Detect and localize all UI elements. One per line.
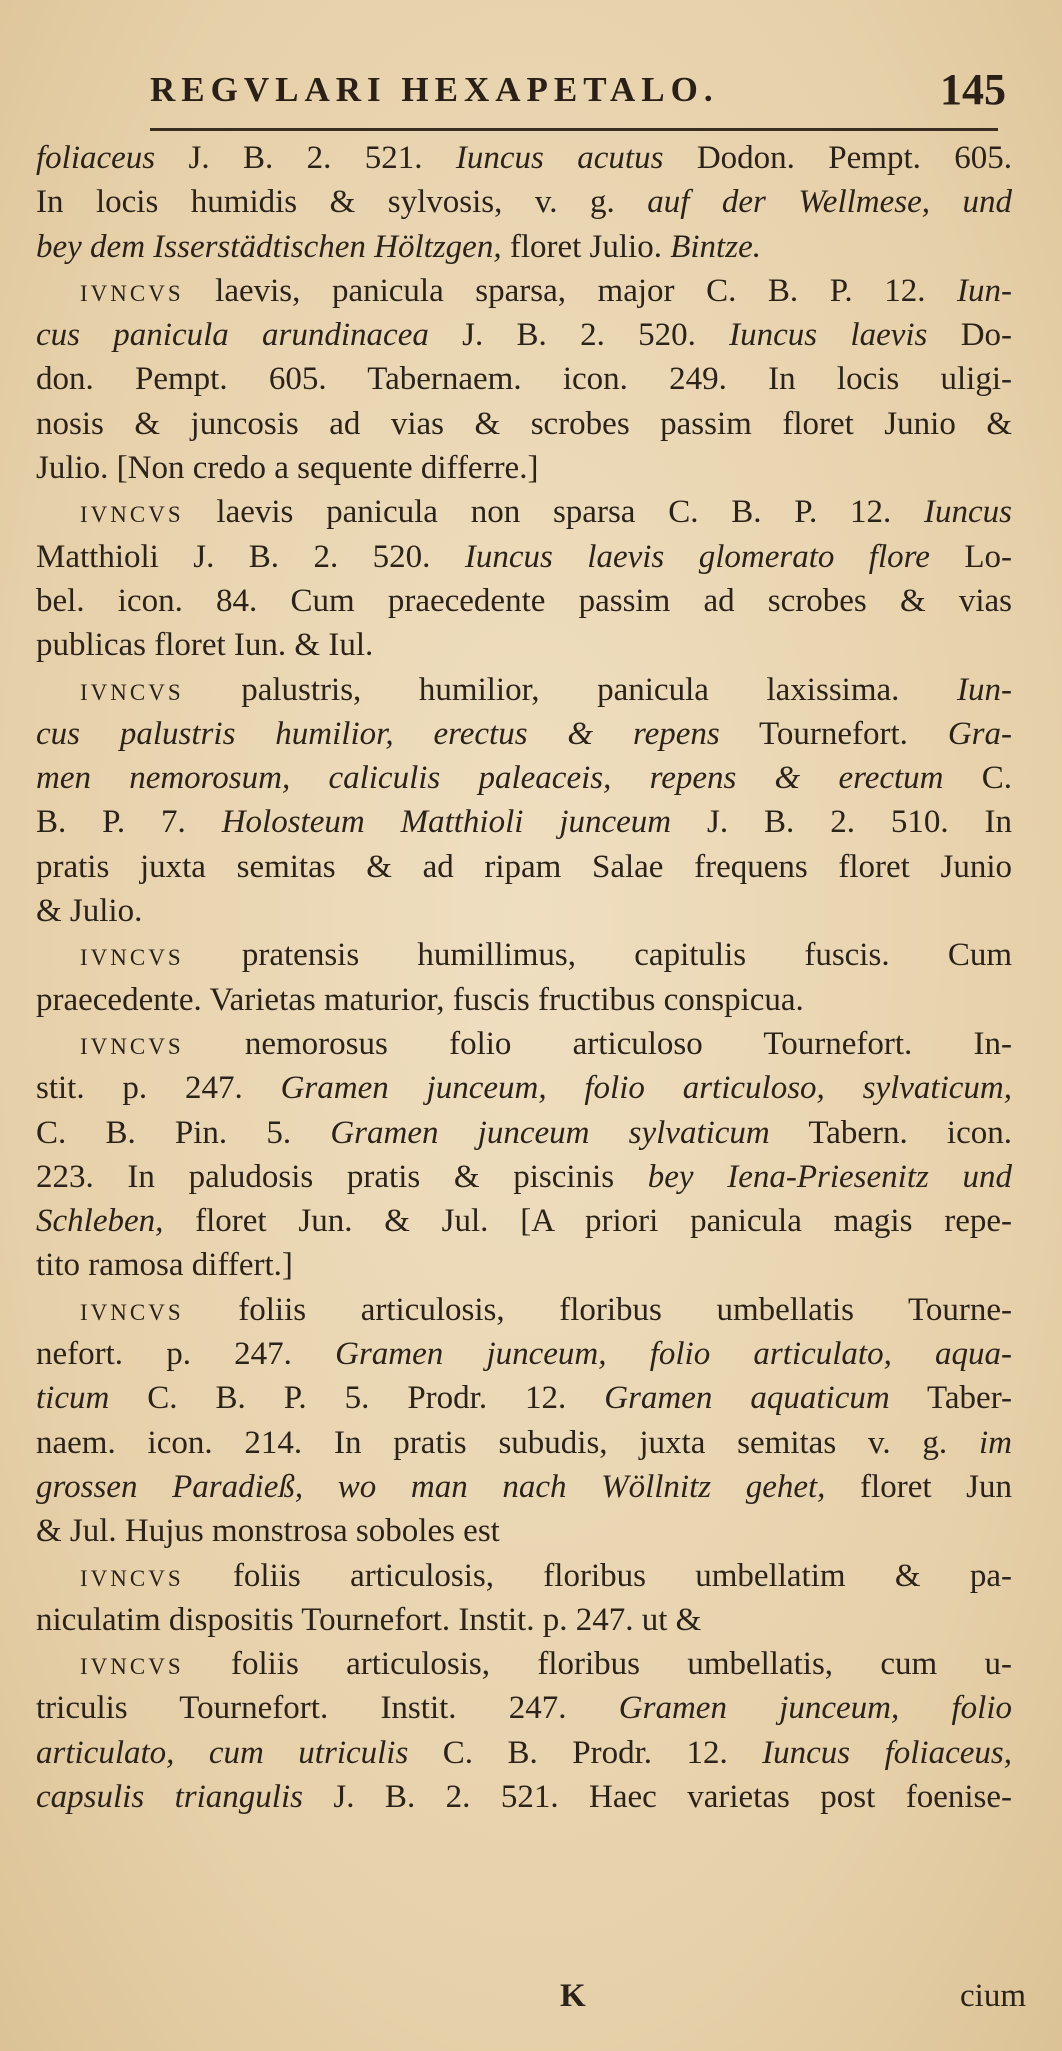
italic-text: auf der Wellmese, und	[647, 184, 1012, 221]
roman-text: praecedente. Varietas maturior, fuscis fructibus conspicua.	[36, 981, 804, 1018]
roman-text: floret Jun. & Jul. [A priori panicula magis repe-	[163, 1203, 1012, 1240]
roman-text: don. Pempt. 605. Tabernaem. icon. 249. In locis uligi-	[36, 361, 1012, 398]
text-line	[36, 1022, 1012, 1066]
italic-text: articulato, cum utriculis	[36, 1734, 409, 1771]
header-rule	[150, 128, 998, 131]
genus-name: IVNCVS	[80, 1299, 184, 1325]
roman-text: laevis panicula non sparsa C. B. P. 12.	[183, 494, 925, 531]
text-line	[36, 1598, 1012, 1642]
roman-text: C. B. P. 5. Prodr. 12.	[109, 1380, 605, 1417]
text-line	[36, 136, 1012, 180]
italic-text: Gramen junceum, folio articulato, aqua-	[335, 1336, 1012, 1373]
roman-text: & Jul. Hujus monstrosa soboles est	[36, 1513, 500, 1550]
italic-text: Bintze.	[670, 228, 761, 265]
text-line	[36, 535, 1012, 579]
genus-name: IVNCVS	[80, 1565, 184, 1591]
roman-text: bel. icon. 84. Cum praecedente passim ad scrobes & vias	[36, 582, 1012, 619]
roman-text: Tabern. icon.	[769, 1114, 1013, 1151]
roman-text: Dodon. Pempt. 605.	[663, 140, 1013, 176]
italic-text: Iun-	[957, 671, 1012, 708]
text-line	[36, 889, 1012, 933]
italic-text: Iun-	[957, 272, 1012, 309]
text-line	[36, 402, 1012, 446]
roman-text: stit. p. 247.	[36, 1070, 281, 1107]
roman-text: Tournefort.	[719, 715, 948, 752]
roman-text: naem. icon. 214. In pratis subudis, juxta semitas v. g.	[36, 1424, 979, 1461]
roman-text: pratis juxta semitas & ad ripam Salae frequens floret Junio	[36, 848, 1012, 885]
roman-text: B. P. 7.	[36, 804, 222, 841]
roman-text: Julio. [Non credo a sequente differre.]	[36, 450, 539, 487]
italic-text: Iuncus foliaceus,	[762, 1734, 1012, 1771]
text-line	[36, 1686, 1012, 1730]
text-line	[36, 1111, 1012, 1155]
italic-text: Iuncus	[924, 494, 1012, 531]
text-line	[36, 1066, 1012, 1110]
text-line	[36, 800, 1012, 844]
roman-text: C. B. Prodr. 12.	[408, 1734, 763, 1771]
page-number: 145	[940, 65, 1006, 114]
italic-text: Gramen junceum, folio articuloso, sylvaticum,	[280, 1070, 1012, 1107]
italic-text: Gramen aquaticum	[604, 1380, 890, 1417]
text-line	[36, 1465, 1012, 1509]
text-line	[36, 623, 1012, 667]
text-line	[36, 1155, 1012, 1199]
italic-text: Iuncus acutus	[455, 140, 664, 176]
text-line	[36, 1554, 1012, 1598]
roman-text: floret Julio.	[501, 228, 671, 265]
italic-text: ticum	[36, 1380, 110, 1417]
text-line	[36, 1288, 1012, 1332]
roman-text: Lo-	[929, 538, 1012, 575]
text-line	[36, 1642, 1012, 1686]
roman-text: tito ramosa differt.]	[36, 1247, 293, 1284]
roman-text: foliis articulosis, floribus umbellatis, cum u-	[183, 1646, 1012, 1683]
text-line	[36, 1509, 1012, 1553]
italic-text: im	[979, 1424, 1012, 1461]
italic-text: cus palustris humilior, erectus & repens	[36, 715, 720, 752]
text-line	[36, 712, 1012, 756]
roman-text: 223. In paludosis pratis & piscinis	[36, 1158, 648, 1195]
roman-text: Do-	[927, 317, 1013, 354]
roman-text: foliis articulosis, floribus umbellatim & pa-	[183, 1557, 1012, 1594]
page-header	[0, 62, 1062, 122]
roman-text: floret Jun	[825, 1468, 1012, 1505]
text-line	[36, 756, 1012, 800]
italic-text: men nemorosum, caliculis paleaceis, repens & erectum	[36, 760, 944, 797]
italic-text: capsulis triangulis	[36, 1778, 303, 1815]
page-footer	[0, 1978, 1062, 2028]
text-line	[36, 225, 1012, 269]
roman-text: J. B. 2. 521.	[155, 140, 456, 176]
italic-text: Gramen junceum, folio	[618, 1690, 1013, 1727]
text-line	[36, 446, 1012, 490]
text-line	[36, 579, 1012, 623]
roman-text: C. B. Pin. 5.	[36, 1114, 331, 1151]
italic-text: Gramen junceum sylvaticum	[330, 1114, 770, 1151]
roman-text: Matthioli J. B. 2. 520.	[36, 538, 465, 575]
genus-name: IVNCVS	[80, 1654, 184, 1680]
roman-text: publicas floret Iun. & Iul.	[36, 627, 374, 664]
roman-text: C.	[943, 760, 1012, 797]
roman-text: & Julio.	[36, 893, 143, 930]
genus-name: IVNCVS	[80, 280, 184, 306]
roman-text: nosis & juncosis ad vias & scrobes passim floret Junio &	[36, 405, 1012, 442]
italic-text: cus panicula arundinacea	[36, 317, 429, 354]
text-line	[36, 180, 1012, 224]
text-line	[36, 668, 1012, 712]
italic-text: Iuncus laevis glomerato flore	[464, 538, 930, 575]
italic-text: Holosteum Matthioli junceum	[221, 804, 672, 841]
roman-text: Taber-	[889, 1380, 1013, 1417]
running-title: REGVLARI HEXAPETALO.	[150, 70, 719, 109]
text-line	[36, 845, 1012, 889]
text-line	[36, 1376, 1012, 1420]
italic-text: Schleben,	[36, 1203, 164, 1240]
text-line	[36, 978, 1012, 1022]
roman-text: J. B. 2. 510. In	[671, 804, 1012, 841]
italic-text: bey dem Isserstädtischen Höltzgen,	[36, 228, 502, 265]
italic-text: Gra-	[947, 715, 1012, 752]
text-line	[36, 1199, 1012, 1243]
text-line	[36, 1775, 1012, 1819]
text-line	[36, 1421, 1012, 1465]
genus-name: IVNCVS	[80, 945, 184, 971]
text-line	[36, 1332, 1012, 1376]
text-line	[36, 357, 1012, 401]
catchword: cium	[960, 1978, 1026, 2014]
genus-name: IVNCVS	[80, 1033, 184, 1059]
roman-text: nefort. p. 247.	[36, 1336, 336, 1373]
text-line	[36, 269, 1012, 313]
italic-text: bey Iena-Priesenitz und	[647, 1158, 1012, 1195]
text-line	[36, 313, 1012, 357]
roman-text: laevis, panicula sparsa, major C. B. P. 12.	[183, 272, 958, 309]
roman-text: nemorosus folio articuloso Tournefort. In-	[183, 1025, 1012, 1062]
signature-mark: K	[560, 1978, 586, 2014]
roman-text: niculatim dispositis Tournefort. Instit. p. 247. ut &	[36, 1601, 702, 1638]
text-line	[36, 1243, 1012, 1287]
genus-name: IVNCVS	[80, 679, 184, 705]
roman-text: triculis Tournefort. Instit. 247.	[36, 1690, 619, 1727]
roman-text: foliis articulosis, floribus umbellatis Tourne-	[183, 1291, 1012, 1328]
roman-text: palustris, humilior, panicula laxissima.	[183, 671, 958, 708]
roman-text: In locis humidis & sylvosis, v. g.	[36, 184, 648, 221]
roman-text: pratensis humillimus, capitulis fuscis. Cum	[183, 937, 1012, 974]
roman-text: J. B. 2. 521. Haec varietas post foenise-	[302, 1778, 1012, 1815]
body-text	[36, 136, 1012, 1819]
text-line	[36, 1731, 1012, 1775]
roman-text: J. B. 2. 520.	[428, 317, 730, 354]
italic-text: Iuncus laevis	[729, 317, 928, 354]
genus-name: IVNCVS	[80, 502, 184, 528]
italic-text: foliaceus	[36, 140, 156, 176]
text-line	[36, 490, 1012, 534]
text-line	[36, 933, 1012, 977]
italic-text: grossen Paradieß, wo man nach Wöllnitz gehet,	[36, 1468, 826, 1505]
